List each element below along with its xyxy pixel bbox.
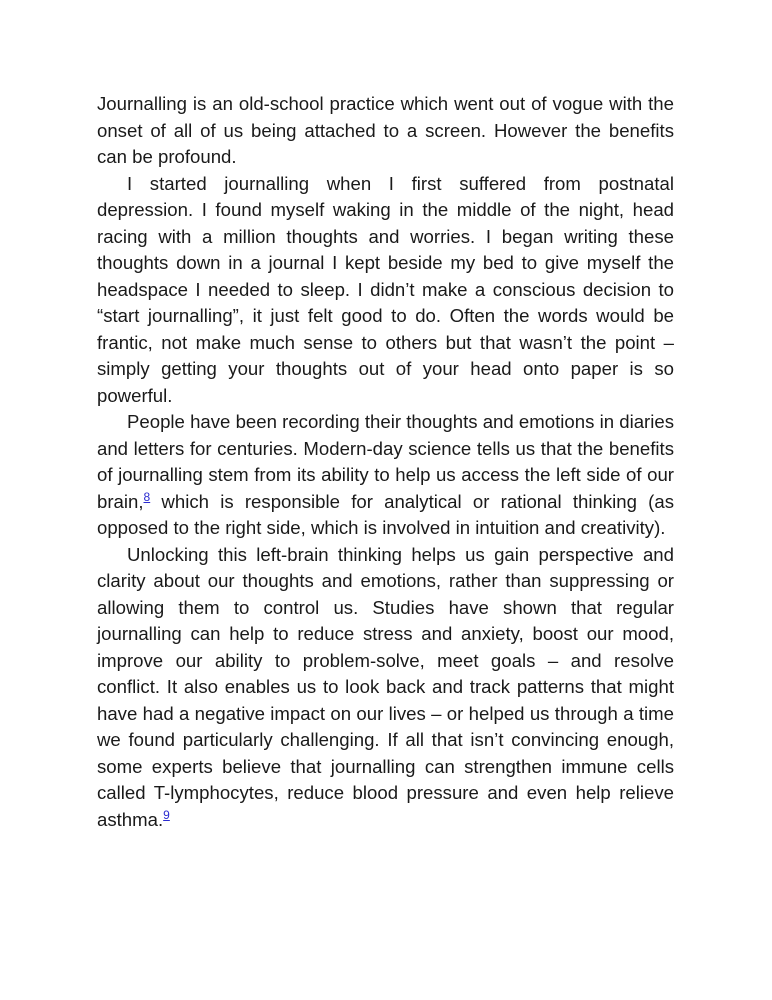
- paragraph-benefits: [97, 542, 674, 834]
- paragraph-text: Unlocking this left-brain thinking helps us gain perspective and clarity about our thoughts and emotions, rather than suppressing or allowing them to control us. Studies have shown that regular journalling can help to reduce stress and anxiety, boost our mood, improve our ability to problem-solve, meet goals – and resolve conflict. It also enables us to look back and track patterns that might have had a negative impact on our lives – or helped us through a time we found particularly challenging. If all that isn’t convincing enough, some experts believe that journalling can strengthen immune cells called T-lymphocytes, reduce blood pressure and even help relieve asthma.: [97, 543, 674, 830]
- footnote-link-9[interactable]: 9: [163, 807, 170, 822]
- paragraph-text-after-footnote: which is responsible for analytical or rational thinking (as opposed to the right side, which is involved in intuition and creativity).: [97, 490, 674, 538]
- paragraph-brain-science: [97, 409, 674, 542]
- paragraph-postnatal-depression: I started journalling when I first suffered from postnatal depression. I found myself waking in the middle of the night, head racing with a million thoughts and worries. I began writing these thoughts down in a journal I kept beside my bed to give myself the headspace I needed to sleep. I didn’t make a conscious decision to “start journalling”, it just felt good to do. Often the words would be frantic, not make much sense to others but that wasn’t the point – simply getting your thoughts out of your head onto paper is so powerful.: [97, 172, 674, 406]
- page-body: [97, 91, 674, 833]
- paragraph-intro: Journalling is an old-school practice which went out of vogue with the onset of all of us being attached to a screen. However the benefits can be profound.: [97, 93, 674, 167]
- paragraph-text-before-footnote: People have been recording their thoughts and emotions in diaries and letters for centuries. Modern-day science tells us that the benefits of journalling stem from its ability to help us access the left side of our brain,: [97, 411, 674, 512]
- footnote-link-8[interactable]: 8: [143, 489, 151, 504]
